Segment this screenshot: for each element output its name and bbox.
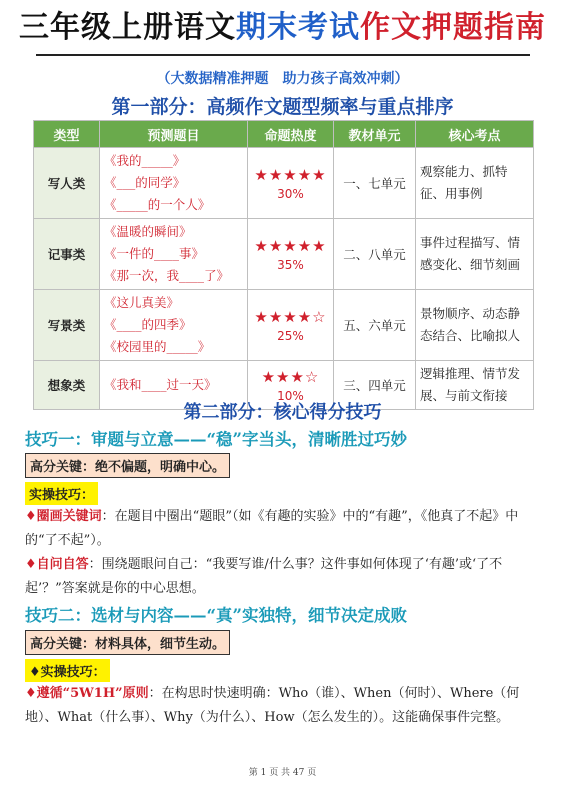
skill1-p1-text: ：在题目中圈出“题眼”（如《有趣的实验》中的“有趣”，《他真了不起》中的“了不起”）。 [25,509,519,548]
row-topics [100,148,248,219]
row-category: 记事类 [34,219,100,290]
skill1-key-box: 高分关键：绝不偏题，明确中心。 [25,453,230,478]
star-rating: ★★★★★ [254,236,327,255]
header-unit: 教材单元 [334,121,416,148]
diamond-bullet-icon: ♦ [25,557,37,572]
row-unit: 二、八单元 [334,219,416,290]
star-rating: ★★★★★ [254,165,327,184]
topic-item: 《一件的____事》 [104,246,205,261]
skill2-practice-label: ♦实操技巧： [25,659,110,682]
heat-percent: 25% [277,328,304,343]
subtitle: （大数据精准押题 助力孩子高效冲刺） [156,71,409,87]
skill1-heading: 技巧一：审题与立意——“稳”字当头，清晰胜过巧妙 [25,430,407,449]
row-heat [248,148,334,219]
row-key: 观察能力、抓特征、用事例 [416,148,534,219]
row-heat [248,290,334,361]
table-row [34,290,534,361]
row-unit: 一、七单元 [334,148,416,219]
skill1-paragraph-2 [25,553,545,601]
star-rating: ★★★★☆ [254,307,327,326]
skill1-practice-label: 实操技巧： [25,482,98,505]
heat-percent: 30% [277,186,304,201]
title-part-grade: 三年级上册语文 [19,10,236,45]
topic-item: 《我和____过一天》 [104,377,217,392]
header-heat: 命题热度 [248,121,334,148]
skill2-p1-lead: 遵循“5W1H”原则 [36,686,149,701]
row-key: 逻辑推理、情节发展、与前文衔接 [416,361,534,410]
skill1-paragraph-1 [25,505,545,553]
row-heat [248,219,334,290]
heat-percent: 35% [277,257,304,272]
skill1-p2-text: ：围绕题眼问自己：“我要写谁/什么事？这件事如何体现了‘有趣’或‘了不起’？”答案就是你的中心思想。 [25,557,503,596]
heat-percent: 10% [277,388,304,403]
topic-item: 《____的四季》 [104,317,192,332]
topic-item: 《___的同学》 [104,175,186,190]
row-key: 事件过程描写、情感变化、细节刻画 [416,219,534,290]
section2-title: 第二部分：核心得分技巧 [183,402,382,423]
topic-item: 《这儿真美》 [104,295,180,310]
skill1-p2-lead: 自问自答 [36,557,89,572]
skill2-p1-text: ：在构思时快速明确：Who（谁）、When（何时）、Where（何地）、What（什么事）、Why（为什么）、How（怎么发生的）。这能确保事件完整。 [25,686,520,725]
table-row [34,148,534,219]
topic-item: 《校园里的_____》 [104,339,211,354]
skill1-p1-lead: 圈画关键词 [36,509,102,524]
star-rating: ★★★☆ [261,367,320,386]
header-type: 类型 [34,121,100,148]
section1-title: 第一部分：高频作文题型频率与重点排序 [111,96,454,118]
diamond-bullet-icon: ♦ [25,686,37,701]
title-underline [36,54,530,56]
title-part-exam: 期末考试 [236,10,360,45]
topic-item: 《我的_____》 [104,153,186,168]
row-category: 写人类 [34,148,100,219]
skill2-paragraph-1 [25,682,545,730]
row-key: 景物顺序、动态静态结合、比喻拟人 [416,290,534,361]
table-row [34,219,534,290]
table-header-row [34,121,534,148]
skill2-key-box: 高分关键：材料具体，细节生动。 [25,630,230,655]
title-part-guide: 作文押题指南 [360,10,546,45]
row-topics [100,290,248,361]
topic-table [33,120,534,410]
page-title [0,8,565,48]
header-key: 核心考点 [416,121,534,148]
diamond-bullet-icon: ♦ [25,509,37,524]
row-topics [100,219,248,290]
skill2-heading: 技巧二：选材与内容——“真”实独特，细节决定成败 [25,606,407,625]
header-topics: 预测题目 [100,121,248,148]
row-unit: 五、六单元 [334,290,416,361]
topic-item: 《那一次，我____了》 [104,268,230,283]
row-category: 写景类 [34,290,100,361]
row-category: 想象类 [34,361,100,410]
topic-item: 《温暖的瞬间》 [104,224,192,239]
topic-item: 《_____的一个人》 [104,197,211,212]
row-unit: 三、四单元 [334,361,416,410]
page-footer: 第 1 页 共 47 页 [248,768,317,778]
